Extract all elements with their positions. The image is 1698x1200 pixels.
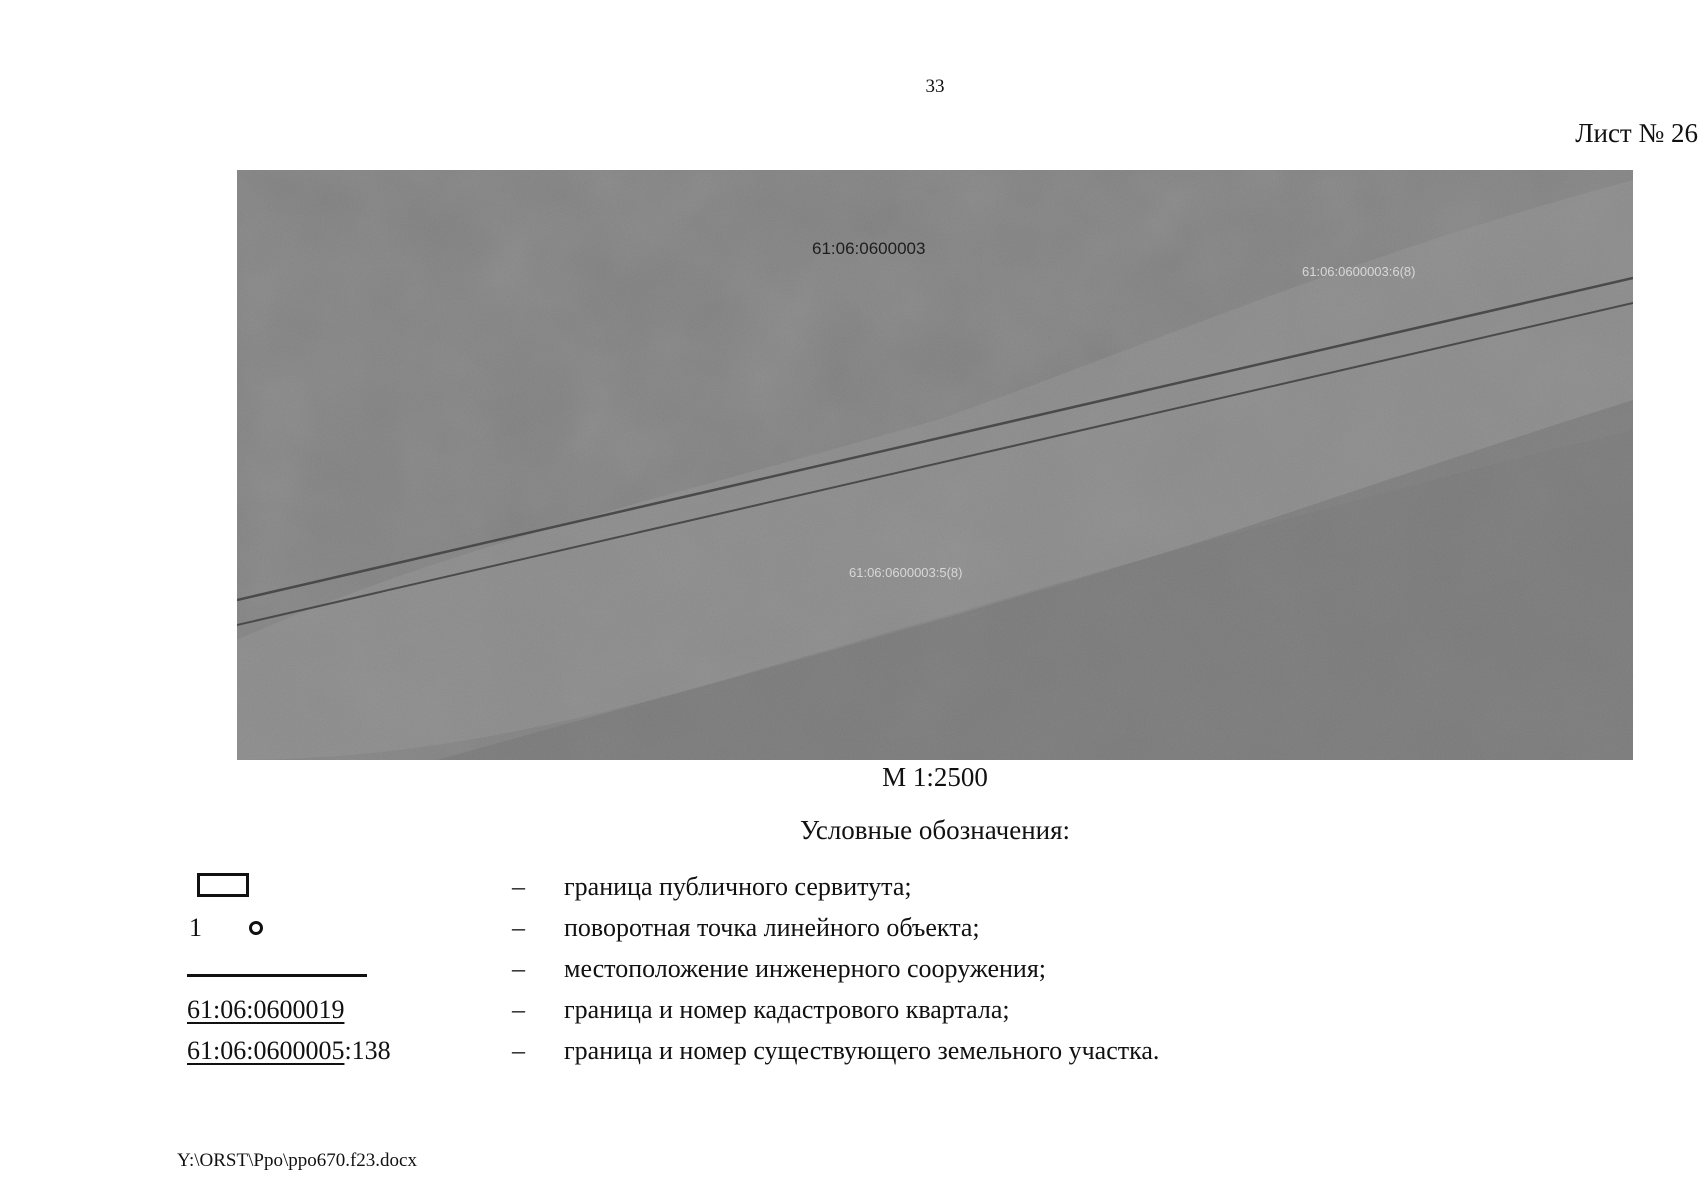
legend-description: граница публичного сервитута;: [564, 872, 912, 901]
legend-item-engineering-structure: [187, 948, 1487, 989]
map-imagery: [237, 170, 1633, 760]
map-frame: [237, 170, 1633, 760]
parcel-label-upper: 61:06:0600003:6(8): [1302, 264, 1416, 279]
legend-description: граница и номер кадастрового квартала;: [564, 995, 1010, 1024]
page-number: 33: [925, 76, 945, 97]
land-parcel-number: :138: [344, 1036, 391, 1065]
legend-dash: –: [512, 872, 525, 901]
cadastral-quarter-label: 61:06:0600003: [812, 239, 926, 258]
legend-dash: –: [512, 954, 525, 983]
legend-dash: –: [512, 913, 525, 942]
land-parcel-code-wrap: [187, 1030, 391, 1071]
turning-point-number: 1: [189, 913, 202, 942]
turning-point-circle-icon: [249, 921, 263, 935]
document-file-path: Y:\ORST\Ppo\ppo670.f23.docx: [177, 1150, 417, 1171]
legend-dash: –: [512, 1036, 525, 1065]
legend-item-cadastral-quarter: [187, 989, 1487, 1030]
engineering-line-icon: [187, 974, 367, 977]
legend-item-turning-point: [187, 907, 1487, 948]
legend-item-servitude-boundary: [187, 866, 1487, 907]
legend-symbol: [187, 907, 507, 948]
parcel-label-lower: 61:06:0600003:5(8): [849, 565, 963, 580]
legend-symbol: [187, 989, 507, 1030]
legend-symbol: [187, 866, 507, 907]
legend-dash: –: [512, 995, 525, 1024]
legend-description: граница и номер существующего земельного участка.: [564, 1036, 1160, 1065]
legend-description: поворотная точка линейного объекта;: [564, 913, 980, 942]
land-parcel-quarter-code: 61:06:0600005: [187, 1036, 345, 1065]
legend: [187, 866, 1487, 1071]
servitude-boundary-rect-icon: [197, 873, 249, 897]
legend-title: Условные обозначения:: [799, 815, 1071, 845]
map-scale: М 1:2500: [882, 762, 988, 792]
legend-symbol: [187, 948, 507, 989]
legend-item-land-parcel: [187, 1030, 1487, 1071]
legend-description: местоположение инженерного сооружения;: [564, 954, 1047, 983]
legend-symbol: [187, 1030, 507, 1071]
sheet-label: Лист № 26: [1575, 118, 1698, 148]
cadastral-quarter-code: 61:06:0600019: [187, 995, 345, 1024]
